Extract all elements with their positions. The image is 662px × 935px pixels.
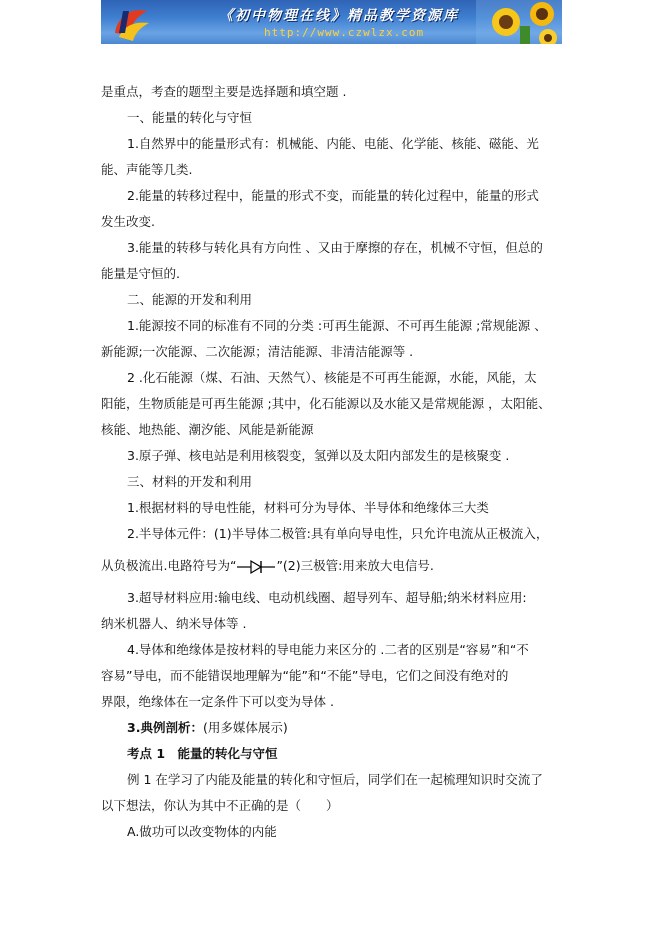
banner-title: 《初中物理在线》精品教学资源库	[219, 8, 459, 24]
header-banner	[101, 0, 562, 44]
paragraph: 2.半导体元件：(1)半导体二极管:具有单向导电性，只允许电流从正极流入，	[127, 526, 549, 541]
paragraph: 核能、地热能、潮汐能、风能是新能源	[101, 422, 314, 437]
paragraph: 能量是守恒的.	[101, 266, 180, 281]
paragraph: 纳米机器人、纳米导体等 .	[101, 616, 247, 631]
answer-option: A.做功可以改变物体的内能	[127, 824, 277, 839]
paragraph: 1.能源按不同的标准有不同的分类 :可再生能源、不可再生能源 ;常规能源 、	[127, 318, 547, 333]
paragraph: 1.自然界中的能量形式有：机械能、内能、电能、化学能、核能、磁能、光	[127, 136, 539, 151]
paragraph: 3.能量的转移与转化具有方向性 、又由于摩擦的存在，机械不守恒，但总的	[127, 240, 543, 255]
paragraph: 例 1 在学习了内能及能量的转化和守恒后，同学们在一起梳理知识时交流了	[127, 772, 543, 787]
section-heading: 一、能量的转化与守恒	[127, 110, 253, 125]
paragraph: 2 .化石能源（煤、石油、天然气）、核能是不可再生能源，水能，风能，太	[127, 370, 537, 385]
paragraph: 新能源;一次能源、二次能源；清洁能源、非清洁能源等 .	[101, 344, 414, 359]
paragraph: 发生改变.	[101, 214, 155, 229]
site-logo-icon	[109, 3, 153, 43]
paragraph: 能、声能等几类.	[101, 162, 193, 177]
heading-note: (用多媒体展示)	[202, 720, 288, 735]
paragraph: 是重点，考查的题型主要是选择题和填空题 .	[101, 84, 347, 99]
text-span: ”(2)三极管:用来放大电信号.	[276, 558, 434, 573]
heading-bold: 3.典例剖析：	[127, 720, 203, 735]
text-span: 从负极流出.电路符号为“	[101, 558, 237, 573]
paragraph: 2.能量的转移过程中，能量的形式不变，而能量的转化过程中，能量的形式	[127, 188, 539, 203]
section-heading: 二、能源的开发和利用	[127, 292, 253, 307]
section-heading: 三、材料的开发和利用	[127, 474, 253, 489]
document-body	[101, 79, 563, 845]
paragraph: 阳能，生物质能是可再生能源 ;其中，化石能源以及水能又是常规能源 ，太阳能、	[101, 396, 551, 411]
paragraph: 容易”导电，而不能错误地理解为“能”和“不能”导电，它们之间没有绝对的	[101, 668, 509, 683]
section-heading	[101, 715, 563, 741]
diode-symbol-icon	[237, 559, 275, 575]
topic-heading: 考点 1 能量的转化与守恒	[127, 746, 278, 761]
paragraph: 界限，绝缘体在一定条件下可以变为导体 .	[101, 694, 334, 709]
paragraph: 1.根据材料的导电性能，材料可分为导体、半导体和绝缘体三大类	[127, 500, 489, 515]
paragraph: 3.超导材料应用:输电线、电动机线圈、超导列车、超导船;纳米材料应用:	[127, 590, 527, 605]
paragraph: 以下想法，你认为其中不正确的是（ ）	[101, 798, 339, 813]
paragraph: 3.原子弹、核电站是利用核裂变，氢弹以及太阳内部发生的是核聚变 .	[127, 448, 510, 463]
sunflower-decoration-icon	[476, 0, 562, 44]
paragraph: 4.导体和绝缘体是按材料的导电能力来区分的 .二者的区别是“容易”和“不	[127, 642, 529, 657]
banner-url: http://www.czwlzx.com	[264, 26, 425, 39]
paragraph	[101, 547, 563, 585]
